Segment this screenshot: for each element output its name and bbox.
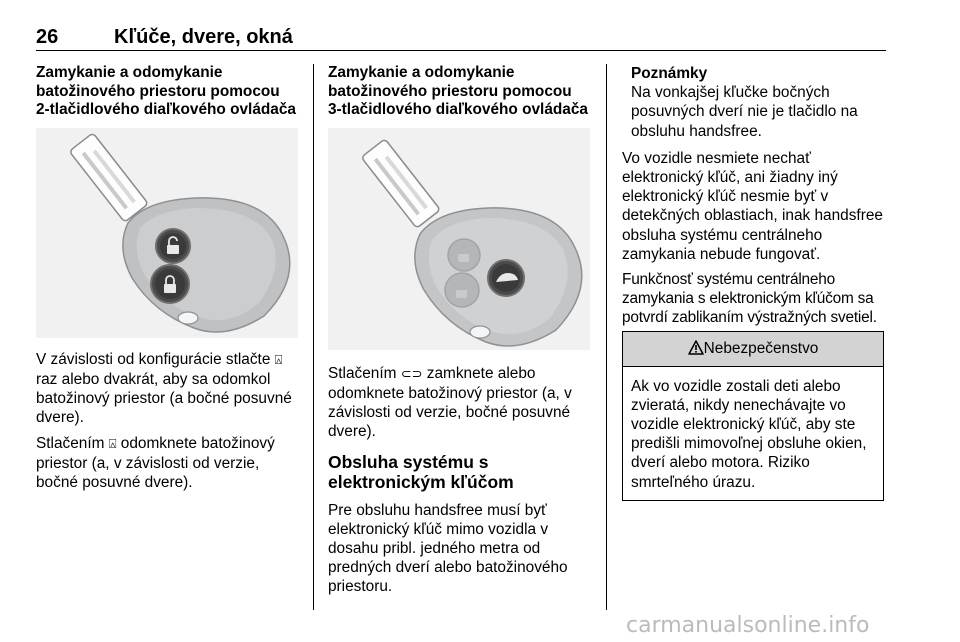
note-title: Poznámky bbox=[631, 65, 708, 82]
danger-title: Nebezpečenstvo bbox=[703, 339, 819, 357]
warning-triangle-icon bbox=[688, 340, 704, 355]
section-heading-3-button: Zamykanie a odomykanie batožinového priestoru pomocou 3-tlačidlového diaľkového ovládača bbox=[328, 64, 588, 119]
paragraph: Pre obsluhu handsfree musí byť elektronický kľúč mimo vozidla v dosahu pribl. jedného metra od predných dverí alebo batožinového priestoru. bbox=[328, 501, 568, 596]
page-number: 26 bbox=[36, 26, 59, 48]
remote-key-2-button-image bbox=[36, 128, 298, 338]
column-3 bbox=[622, 64, 888, 501]
note-text: Na vonkajšej kľučke bočných posuvných dverí nie je tlačidlo na obsluhu handsfree. bbox=[631, 84, 858, 140]
header-rule bbox=[36, 50, 886, 51]
paragraph: Funkčnosť systému centrálneho zamykania s elektronickým kľúčom sa potvrdí zablikaním výstražných svetiel. bbox=[622, 271, 877, 327]
section-heading-2-button: Zamykanie a odomykanie batožinového priestoru pomocou 2-tlačidlového diaľkového ovládača bbox=[36, 64, 296, 119]
page-header bbox=[36, 26, 886, 50]
column-divider bbox=[606, 64, 607, 610]
chapter-title: Kľúče, dvere, okná bbox=[114, 26, 293, 48]
danger-body: Ak vo vozidle zostali deti alebo zvieratá, nikdy nenechávajte vo vozidle elektronický kľúč, aby ste predišli mimovoľnej obsluhe okien, dverí alebo motora. Riziko smrteľného úrazu. bbox=[631, 377, 867, 491]
paragraph: V závislosti od konfigurácie stlačte ⍓ raz alebo dvakrát, aby sa odomkol batožinový priestor (a bočné posuvné dvere). bbox=[36, 350, 292, 427]
danger-header bbox=[623, 332, 883, 367]
trunk-lock-button-icon: ⊂⊃ bbox=[400, 366, 423, 382]
paragraph: Vo vozidle nesmiete nechať elektronický kľúč, ani žiadny iný elektronický kľúč nesmie byť v detekčných oblastiach, inak handsfree obsluha systému centrálneho zamykania nebude fungovať. bbox=[622, 149, 883, 263]
lock-button-icon: ⍓ bbox=[274, 352, 283, 368]
paragraph: Stlačením ⍓ odomknete batožinový priestor (a, v závislosti od verzie, bočné posuvné dvere). bbox=[36, 434, 275, 491]
paragraph: Stlačením ⊂⊃ zamknete alebo odomknete batožinový priestor (a, v závislosti od verzie, bočné posuvné dvere). bbox=[328, 364, 572, 441]
column-divider bbox=[313, 64, 314, 610]
watermark: carmanualsonline.info bbox=[626, 613, 870, 638]
column-1 bbox=[36, 64, 298, 492]
column-2 bbox=[328, 64, 594, 597]
remote-key-3-button-image bbox=[328, 128, 590, 350]
trunk-button-icon: ⍓ bbox=[108, 436, 117, 452]
note-block bbox=[622, 64, 888, 141]
section-heading-electronic-key: Obsluha systému s elektronickým kľúčom bbox=[328, 451, 514, 493]
danger-box bbox=[622, 331, 884, 501]
